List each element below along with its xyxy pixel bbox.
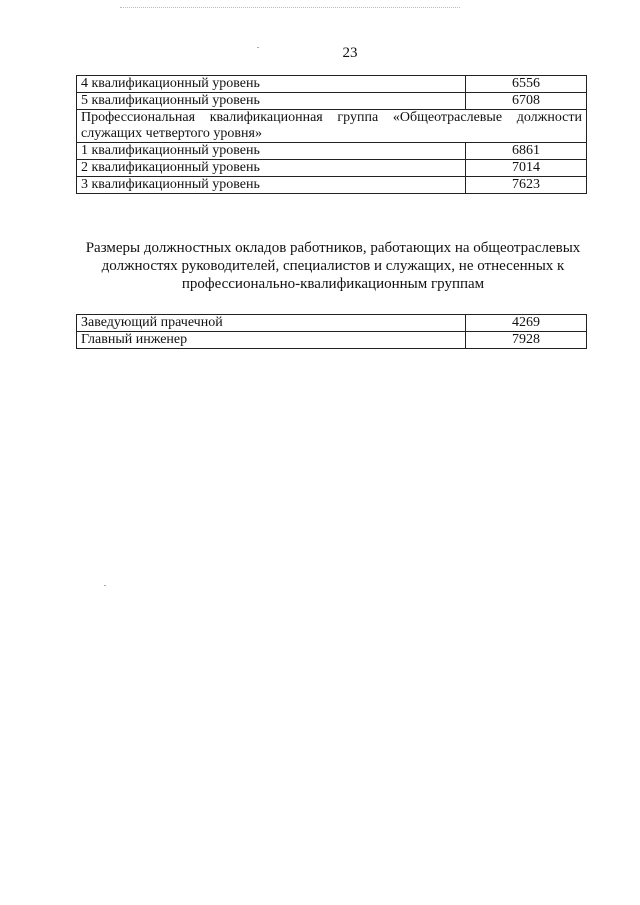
table-row [77,332,587,349]
table-row [77,177,587,194]
salary-value: 6861 [466,143,587,160]
qualification-levels-table [76,75,587,194]
salary-value: 7928 [466,332,587,349]
table-row [77,76,587,93]
position-label: Заведующий прачечной [77,315,466,332]
level-label: 4 квалификационный уровень [77,76,466,93]
salary-value: 6556 [466,76,587,93]
salary-value: 6708 [466,93,587,110]
position-label: Главный инженер [77,332,466,349]
table-row [77,315,587,332]
table-row [77,160,587,177]
salary-value: 4269 [466,315,587,332]
section-heading: Размеры должностных окладов работников, работающих на общеотраслевых должностях руководителей, специалистов и служащих, не отнесенных к профессионально-квалификационным группам [85,240,581,292]
page-number: 23 [342,45,358,61]
level-label: 1 квалификационный уровень [77,143,466,160]
group-header-row [77,110,587,143]
salary-value: 7014 [466,160,587,177]
level-label: 5 квалификационный уровень [77,93,466,110]
qualification-group-title: Профессиональная квалификационная группа «Общеотраслевые должности служащих четвертого уровня» [77,110,587,143]
level-label: 3 квалификационный уровень [77,177,466,194]
table-row [77,93,587,110]
scan-artifact-line [120,7,460,9]
scan-speck [104,585,106,586]
level-label: 2 квалификационный уровень [77,160,466,177]
table-row [77,143,587,160]
salary-value: 7623 [466,177,587,194]
positions-table [76,314,587,349]
